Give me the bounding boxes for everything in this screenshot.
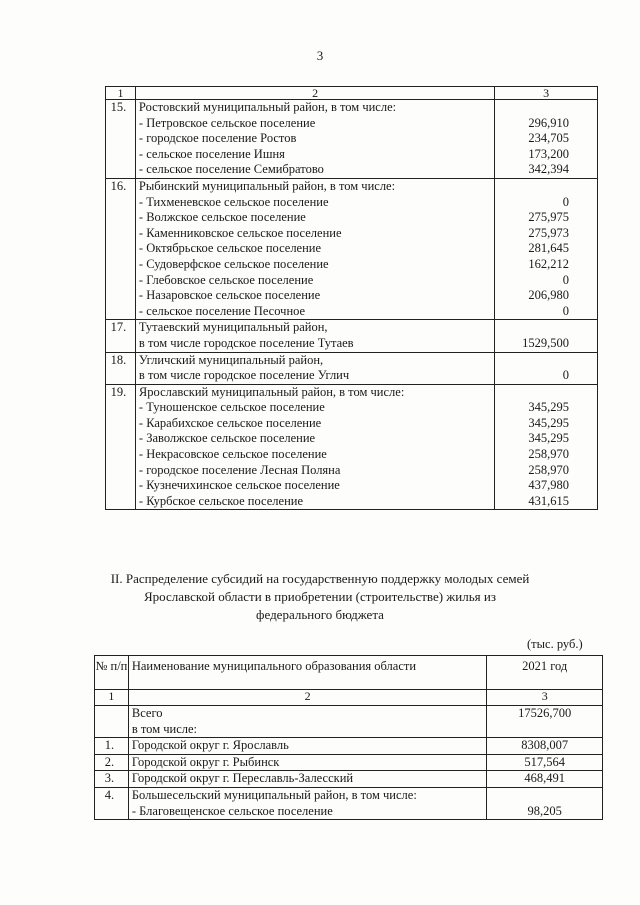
subsidy-table-part2 — [94, 655, 603, 820]
subsidy-amount — [495, 385, 597, 401]
table-row — [95, 787, 603, 819]
municipality-name: Тутаевский муниципальный район, — [138, 320, 328, 335]
subsidy-amount: 8308,007 — [521, 738, 569, 753]
subsidy-amount: 162,212 — [528, 256, 569, 271]
row-number: 18. — [106, 352, 136, 384]
subsidy-amount — [487, 722, 602, 738]
municipality-name: - сельское поселение Семибратово — [138, 162, 324, 177]
row-names — [128, 771, 487, 788]
row-names — [128, 787, 487, 819]
row-values — [487, 738, 603, 755]
municipality-name: в том числе: — [131, 721, 198, 736]
unit-label: (тыс. руб.) — [527, 637, 583, 651]
municipality-name: Рыбинский муниципальный район, в том числе: — [138, 178, 396, 193]
subsidy-amount: 17526,700 — [518, 706, 572, 720]
row-number — [95, 706, 129, 738]
table-row — [95, 738, 603, 755]
row-number: 15. — [106, 100, 136, 179]
header-year: 2021 год — [487, 656, 603, 690]
subsidy-amount: 345,295 — [528, 431, 569, 446]
subsidy-amount: 437,980 — [528, 478, 569, 493]
row-names — [128, 738, 487, 755]
subsidy-amount: 345,295 — [528, 415, 569, 430]
row-number: 3. — [95, 771, 129, 788]
table-row — [106, 320, 598, 352]
row-number: 16. — [106, 178, 136, 319]
row-number: 1. — [95, 738, 129, 755]
subsidy-amount: 431,615 — [528, 493, 569, 508]
municipality-name: - Заволжское сельское поселение — [138, 431, 316, 446]
municipality-name: - Волжское сельское поселение — [138, 210, 306, 225]
subsidy-amount: 258,970 — [528, 447, 569, 462]
row-values — [495, 100, 598, 179]
municipality-name: - Назаровское сельское поселение — [138, 288, 321, 303]
municipality-name: Всего — [131, 706, 163, 720]
municipality-name: - Петровское сельское поселение — [138, 115, 316, 130]
row-names — [135, 178, 494, 319]
municipality-name: - сельское поселение Песочное — [138, 303, 306, 318]
row-values — [487, 754, 603, 771]
subsidy-amount: 342,394 — [528, 162, 569, 177]
row-values — [495, 320, 598, 352]
subsidy-amount: 0 — [562, 272, 569, 287]
subsidy-amount — [495, 320, 597, 336]
header-col-2: 2 — [135, 87, 494, 100]
municipality-name: Городской округ г. Рыбинск — [131, 754, 280, 769]
header-name: Наименование муниципального образования области — [128, 656, 487, 690]
row-names — [135, 352, 494, 384]
index-col-3: 3 — [487, 690, 603, 706]
municipality-name: - городское поселение Ростов — [138, 131, 297, 146]
row-names — [135, 384, 494, 510]
row-number: 2. — [95, 754, 129, 771]
subsidy-amount: 98,205 — [527, 803, 562, 818]
subsidy-amount: 281,645 — [528, 241, 569, 256]
subsidy-amount: 173,200 — [528, 146, 569, 161]
table-row — [95, 754, 603, 771]
municipality-name: Ярославский муниципальный район, в том числе: — [138, 384, 405, 399]
table-row — [106, 352, 598, 384]
municipality-name: Городской округ г. Переславль-Залесский — [131, 771, 354, 786]
municipality-name: - Кузнечихинское сельское поселение — [138, 478, 340, 493]
municipality-name: в том числе городское поселение Тутаев — [138, 335, 354, 350]
municipality-name: - Благовещенское сельское поселение — [131, 803, 333, 818]
table-header-row — [106, 87, 598, 100]
municipality-name: - Каменниковское сельское поселение — [138, 225, 342, 240]
row-names — [135, 100, 494, 179]
subsidy-amount: 275,975 — [528, 210, 569, 225]
municipality-name: - Октябрьское сельское поселение — [138, 241, 322, 256]
subsidy-amount: 0 — [562, 368, 569, 383]
row-number: 4. — [95, 787, 129, 819]
subsidy-amount: 345,295 — [528, 400, 569, 415]
row-names — [128, 754, 487, 771]
row-values — [495, 178, 598, 319]
row-values — [487, 787, 603, 819]
subsidy-amount — [495, 100, 597, 116]
row-number: 19. — [106, 384, 136, 510]
subsidy-amount: 468,491 — [524, 771, 565, 786]
section-title: II. Распределение субсидий на государственную поддержку молодых семей Ярославской области в приобретении (строительстве) жилья из федерального бюджета — [110, 571, 530, 622]
header-col-1: 1 — [106, 87, 136, 100]
row-names — [135, 320, 494, 352]
subsidy-amount: 0 — [562, 303, 569, 318]
subsidy-amount — [495, 353, 597, 369]
row-number: 17. — [106, 320, 136, 352]
subsidy-amount: 296,910 — [528, 115, 569, 130]
municipality-name: - сельское поселение Ишня — [138, 146, 285, 161]
municipality-name: - Тихменевское сельское поселение — [138, 194, 329, 209]
municipality-name: - Некрасовское сельское поселение — [138, 447, 327, 462]
header-num: № п/п — [95, 656, 129, 690]
municipality-name: - Глебовское сельское поселение — [138, 272, 314, 287]
municipality-name: - Карабихское сельское поселение — [138, 415, 322, 430]
subsidy-amount: 517,564 — [524, 754, 565, 769]
table-index-row — [95, 690, 603, 706]
municipality-name: Большесельский муниципальный район, в том числе: — [131, 787, 417, 802]
subsidy-amount: 0 — [562, 194, 569, 209]
municipality-name: Угличский муниципальный район, — [138, 352, 324, 367]
subsidy-amount: 1529,500 — [522, 335, 569, 350]
table-header-row — [95, 656, 603, 690]
table-row — [106, 384, 598, 510]
row-values — [487, 706, 603, 738]
subsidy-amount: 206,980 — [528, 288, 569, 303]
index-col-1: 1 — [95, 690, 129, 706]
municipality-name: - Туношенское сельское поселение — [138, 400, 325, 415]
table-row — [106, 178, 598, 319]
row-values — [487, 771, 603, 788]
municipality-name: - Судоверфское сельское поселение — [138, 256, 329, 271]
municipality-name: Ростовский муниципальный район, в том числе: — [138, 100, 397, 114]
row-values — [495, 384, 598, 510]
page-number: 3 — [316, 48, 324, 63]
municipality-name: в том числе городское поселение Углич — [138, 368, 350, 383]
municipality-name: Городской округ г. Ярославль — [131, 738, 289, 753]
subsidy-amount — [487, 788, 602, 804]
subsidy-amount: 275,973 — [528, 225, 569, 240]
row-values — [495, 352, 598, 384]
subsidy-amount — [495, 179, 597, 195]
index-col-2: 2 — [128, 690, 487, 706]
header-col-3: 3 — [495, 87, 598, 100]
subsidy-amount: 258,970 — [528, 462, 569, 477]
table-row — [106, 100, 598, 179]
municipality-name: - Курбское сельское поселение — [138, 493, 303, 508]
table-row — [95, 771, 603, 788]
table-row — [95, 706, 603, 738]
subsidy-table-part1 — [105, 86, 598, 510]
row-names — [128, 706, 487, 738]
municipality-name: - городское поселение Лесная Поляна — [138, 462, 341, 477]
subsidy-amount: 234,705 — [528, 131, 569, 146]
